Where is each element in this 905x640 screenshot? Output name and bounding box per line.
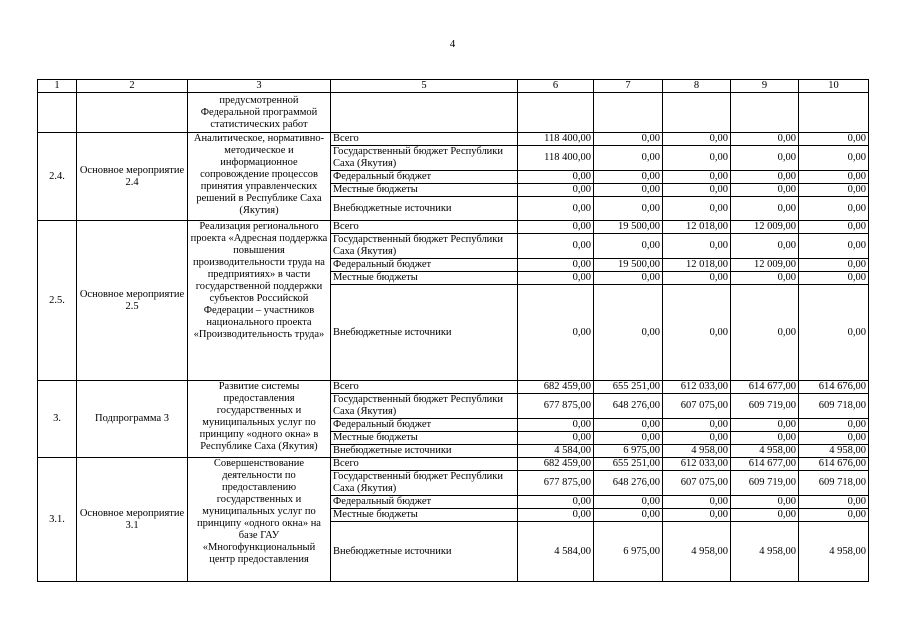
amount-cell: 6 975,00	[594, 522, 663, 582]
amount-cell: 4 958,00	[663, 522, 731, 582]
amount-cell: 0,00	[518, 419, 594, 432]
amount-cell: 0,00	[594, 432, 663, 445]
funding-source: Всего	[331, 133, 518, 146]
amount-cell: 607 075,00	[663, 394, 731, 419]
amount-cell: 0,00	[799, 197, 869, 221]
amount-cell: 0,00	[518, 197, 594, 221]
amount-cell: 6 975,00	[594, 445, 663, 458]
funding-source: Федеральный бюджет	[331, 171, 518, 184]
amount-cell: 655 251,00	[594, 458, 663, 471]
amount-cell: 0,00	[731, 432, 799, 445]
funding-source: Местные бюджеты	[331, 432, 518, 445]
amount-cell: 4 958,00	[731, 522, 799, 582]
amount-cell: 0,00	[731, 272, 799, 285]
item-number: 3.1.	[38, 458, 77, 582]
amount-cell: 19 500,00	[594, 259, 663, 272]
amount-cell: 12 018,00	[663, 259, 731, 272]
amount-cell: 612 033,00	[663, 458, 731, 471]
table-row	[38, 221, 869, 234]
amount-cell: 0,00	[594, 509, 663, 522]
amount-cell: 614 677,00	[731, 458, 799, 471]
funding-source: Федеральный бюджет	[331, 419, 518, 432]
amount-cell: 0,00	[799, 221, 869, 234]
amount-cell: 0,00	[663, 285, 731, 381]
header-cell: 8	[663, 80, 731, 93]
amount-cell: 0,00	[731, 509, 799, 522]
continuation-row	[38, 93, 869, 133]
funding-source: Всего	[331, 458, 518, 471]
empty-cell	[38, 93, 77, 133]
amount-cell: 0,00	[594, 171, 663, 184]
amount-cell: 609 719,00	[731, 394, 799, 419]
continuation-text: предусмотренной Федеральной программой статистических работ	[188, 93, 331, 133]
amount-cell: 0,00	[663, 197, 731, 221]
funding-source: Местные бюджеты	[331, 184, 518, 197]
funding-source: Всего	[331, 221, 518, 234]
amount-cell: 12 009,00	[731, 259, 799, 272]
amount-cell: 0,00	[518, 234, 594, 259]
amount-cell: 614 676,00	[799, 458, 869, 471]
amount-cell: 4 958,00	[799, 522, 869, 582]
item-name: Основное мероприятие 2.5	[77, 221, 188, 381]
item-name: Основное мероприятие 3.1	[77, 458, 188, 582]
amount-cell: 0,00	[518, 184, 594, 197]
amount-cell: 648 276,00	[594, 471, 663, 496]
empty-cell	[799, 93, 869, 133]
funding-source: Местные бюджеты	[331, 272, 518, 285]
amount-cell: 0,00	[731, 234, 799, 259]
amount-cell: 0,00	[594, 133, 663, 146]
amount-cell: 0,00	[663, 171, 731, 184]
amount-cell: 648 276,00	[594, 394, 663, 419]
page-number: 4	[449, 38, 456, 50]
header-cell: 9	[731, 80, 799, 93]
funding-source: Федеральный бюджет	[331, 259, 518, 272]
amount-cell: 609 718,00	[799, 471, 869, 496]
amount-cell: 607 075,00	[663, 471, 731, 496]
item-description: Развитие системы предоставления государственных и муниципальных услуг по принципу «одного окна» в Республике Саха (Якутия)	[188, 381, 331, 458]
empty-cell	[518, 93, 594, 133]
funding-source: Государственный бюджет Республики Саха (Якутия)	[331, 394, 518, 419]
funding-source: Всего	[331, 381, 518, 394]
header-cell: 6	[518, 80, 594, 93]
amount-cell: 0,00	[594, 285, 663, 381]
empty-cell	[594, 93, 663, 133]
amount-cell: 0,00	[594, 419, 663, 432]
amount-cell: 0,00	[518, 496, 594, 509]
amount-cell: 0,00	[799, 509, 869, 522]
funding-source: Внебюджетные источники	[331, 285, 518, 381]
amount-cell: 0,00	[731, 171, 799, 184]
amount-cell: 0,00	[518, 432, 594, 445]
amount-cell: 0,00	[518, 259, 594, 272]
table-body	[38, 80, 869, 582]
amount-cell: 0,00	[731, 285, 799, 381]
amount-cell: 0,00	[663, 496, 731, 509]
amount-cell: 677 875,00	[518, 394, 594, 419]
header-cell: 10	[799, 80, 869, 93]
amount-cell: 0,00	[731, 133, 799, 146]
amount-cell: 0,00	[731, 496, 799, 509]
amount-cell: 0,00	[799, 285, 869, 381]
amount-cell: 0,00	[518, 221, 594, 234]
amount-cell: 4 584,00	[518, 445, 594, 458]
amount-cell: 612 033,00	[663, 381, 731, 394]
item-number: 2.5.	[38, 221, 77, 381]
amount-cell: 0,00	[594, 146, 663, 171]
amount-cell: 0,00	[663, 509, 731, 522]
funding-source: Внебюджетные источники	[331, 445, 518, 458]
amount-cell: 0,00	[731, 419, 799, 432]
funding-source: Местные бюджеты	[331, 509, 518, 522]
amount-cell: 0,00	[799, 272, 869, 285]
amount-cell: 0,00	[799, 432, 869, 445]
item-number: 2.4.	[38, 133, 77, 221]
amount-cell: 0,00	[731, 146, 799, 171]
amount-cell: 0,00	[594, 234, 663, 259]
amount-cell: 614 677,00	[731, 381, 799, 394]
amount-cell: 0,00	[731, 197, 799, 221]
funding-source: Государственный бюджет Республики Саха (Якутия)	[331, 234, 518, 259]
item-name: Подпрограмма 3	[77, 381, 188, 458]
amount-cell: 0,00	[731, 184, 799, 197]
amount-cell: 0,00	[663, 133, 731, 146]
amount-cell: 0,00	[799, 259, 869, 272]
funding-source: Федеральный бюджет	[331, 496, 518, 509]
header-cell: 1	[38, 80, 77, 93]
amount-cell: 677 875,00	[518, 471, 594, 496]
funding-source: Внебюджетные источники	[331, 197, 518, 221]
amount-cell: 0,00	[518, 171, 594, 184]
amount-cell: 655 251,00	[594, 381, 663, 394]
amount-cell: 4 958,00	[731, 445, 799, 458]
item-name: Основное мероприятие 2.4	[77, 133, 188, 221]
amount-cell: 0,00	[799, 496, 869, 509]
empty-cell	[663, 93, 731, 133]
amount-cell: 4 958,00	[799, 445, 869, 458]
funding-source: Внебюджетные источники	[331, 522, 518, 582]
amount-cell: 0,00	[594, 496, 663, 509]
amount-cell: 682 459,00	[518, 458, 594, 471]
budget-table	[37, 79, 869, 582]
header-cell: 2	[77, 80, 188, 93]
empty-cell	[77, 93, 188, 133]
amount-cell: 0,00	[663, 184, 731, 197]
amount-cell: 0,00	[663, 419, 731, 432]
amount-cell: 0,00	[594, 272, 663, 285]
table-row	[38, 133, 869, 146]
empty-cell	[731, 93, 799, 133]
item-number: 3.	[38, 381, 77, 458]
item-description: Реализация регионального проекта «Адресная поддержка повышения производительности труда на предприятиях» в части государственной поддержки субъектов Российской Федерации – участников национального проекта «Производительность труда»	[188, 221, 331, 381]
amount-cell: 682 459,00	[518, 381, 594, 394]
amount-cell: 0,00	[799, 133, 869, 146]
amount-cell: 0,00	[663, 234, 731, 259]
amount-cell: 19 500,00	[594, 221, 663, 234]
header-cell: 3	[188, 80, 331, 93]
amount-cell: 0,00	[799, 419, 869, 432]
amount-cell: 609 718,00	[799, 394, 869, 419]
amount-cell: 609 719,00	[731, 471, 799, 496]
table-row	[38, 381, 869, 394]
amount-cell: 0,00	[663, 272, 731, 285]
amount-cell: 0,00	[594, 184, 663, 197]
item-description: Аналитическое, нормативно-методическое и информационное сопровождение процессов принятия управленческих решений в Республике Саха (Якутия)	[188, 133, 331, 221]
amount-cell: 118 400,00	[518, 133, 594, 146]
amount-cell: 118 400,00	[518, 146, 594, 171]
header-cell: 5	[331, 80, 518, 93]
amount-cell: 12 018,00	[663, 221, 731, 234]
amount-cell: 0,00	[594, 197, 663, 221]
amount-cell: 0,00	[799, 171, 869, 184]
amount-cell: 0,00	[663, 432, 731, 445]
table-row	[38, 458, 869, 471]
funding-source: Государственный бюджет Республики Саха (Якутия)	[331, 146, 518, 171]
header-row	[38, 80, 869, 93]
amount-cell: 0,00	[799, 146, 869, 171]
amount-cell: 4 958,00	[663, 445, 731, 458]
amount-cell: 12 009,00	[731, 221, 799, 234]
header-cell: 7	[594, 80, 663, 93]
amount-cell: 4 584,00	[518, 522, 594, 582]
amount-cell: 0,00	[799, 234, 869, 259]
empty-cell	[331, 93, 518, 133]
amount-cell: 0,00	[799, 184, 869, 197]
amount-cell: 0,00	[518, 285, 594, 381]
funding-source: Государственный бюджет Республики Саха (Якутия)	[331, 471, 518, 496]
amount-cell: 614 676,00	[799, 381, 869, 394]
amount-cell: 0,00	[663, 146, 731, 171]
item-description: Совершенствование деятельности по предоставлению государственных и муниципальных услуг по принципу «одного окна» на базе ГАУ «Многофункциональный центр предоставления	[188, 458, 331, 582]
amount-cell: 0,00	[518, 272, 594, 285]
amount-cell: 0,00	[518, 509, 594, 522]
